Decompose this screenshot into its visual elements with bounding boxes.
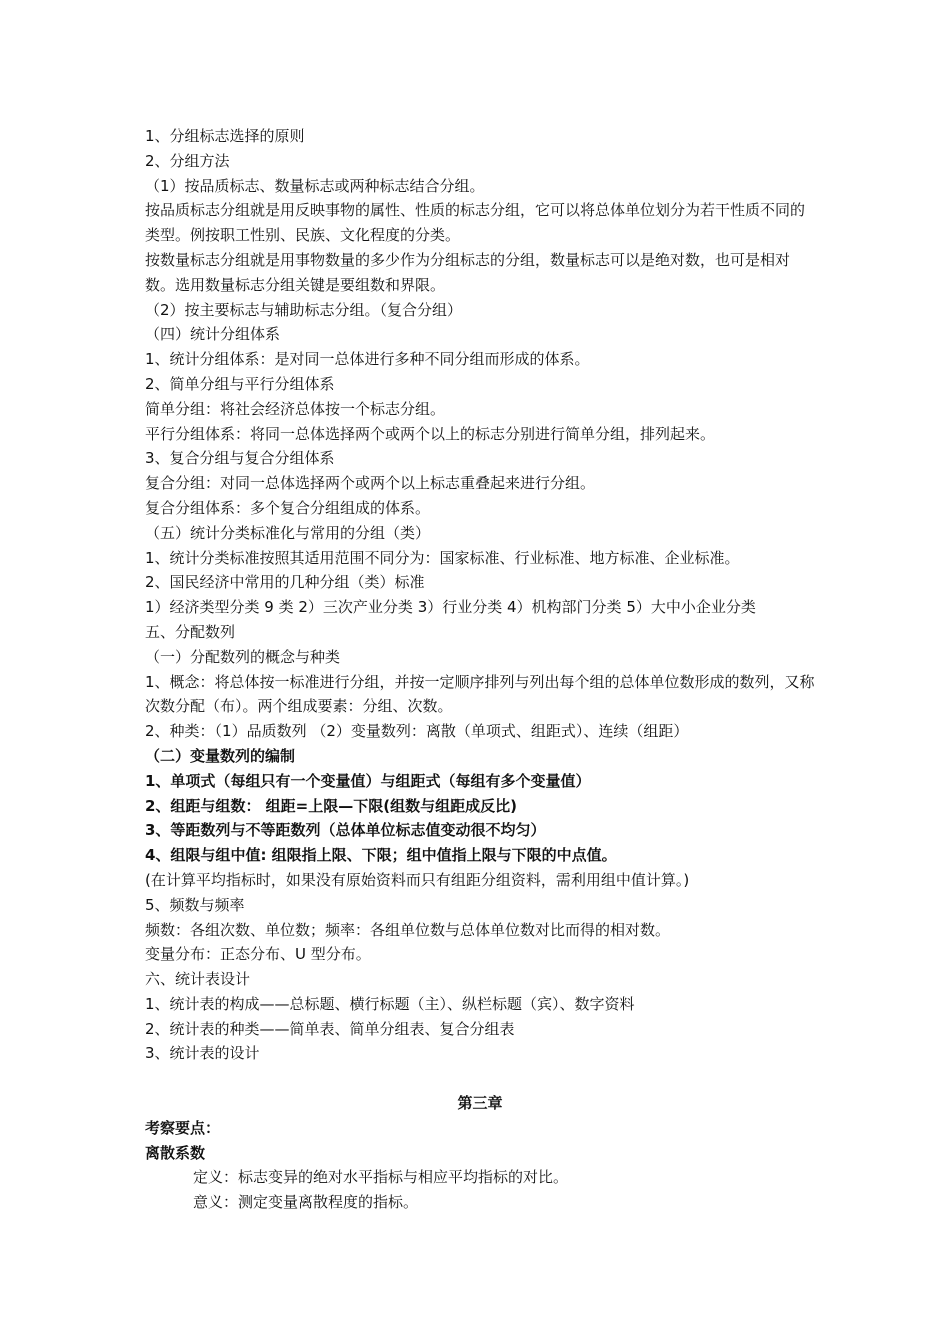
text-line: 2、种类：（1）品质数列 （2）变量数列：离散（单项式、组距式）、连续（组距）	[145, 722, 689, 741]
text-line: 1、统计表的构成——总标题、横行标题（主）、纵栏标题（宾）、数字资料	[145, 994, 635, 1013]
text-line: （2）按主要标志与辅助标志分组。（复合分组）	[145, 300, 463, 319]
text-line: (在计算平均指标时，如果没有原始资料而只有组距分组资料，需利用组中值计算。)	[145, 870, 690, 889]
text-line: 2、统计表的种类——简单表、简单分组表、复合分组表	[145, 1019, 515, 1038]
text-line: 频数：各组次数、单位数；频率：各组单位数与总体单位数对比而得的相对数。	[145, 920, 671, 939]
paragraph: 1、概念：将总体按一标准进行分组，并按一定顺序排列与列出每个组的总体单位数形成的数列，又称次数分配（布）。两个组成要素：分组、次数。	[145, 672, 815, 716]
text-line: 2、简单分组与平行分组体系	[145, 374, 335, 393]
text-line: 1）经济类型分类 9 类 2）三次产业分类 3）行业分类 4）机构部门分类 5）大中小企业分类	[145, 598, 756, 617]
text-line: 3、统计表的设计	[145, 1044, 260, 1063]
text-line: 1、统计分组体系：是对同一总体进行多种不同分组而形成的体系。	[145, 350, 590, 369]
text-line: 平行分组体系：将同一总体选择两个或两个以上的标志分别进行简单分组，排列起来。	[145, 424, 716, 443]
blank-line	[145, 1066, 815, 1091]
text-line: 1、分组标志选择的原则	[145, 127, 305, 145]
section-heading: （四）统计分组体系	[145, 325, 281, 344]
meaning-line: 意义：测定变量离散程度的指标。	[193, 1193, 419, 1212]
section-heading: （五）统计分类标准化与常用的分组（类）	[145, 523, 431, 542]
bold-line: 1、单项式（每组只有一个变量值）与组距式（每组有多个变量值）	[145, 771, 591, 790]
text-line: 3、复合分组与复合分组体系	[145, 449, 335, 468]
term-heading: 离散系数	[145, 1143, 206, 1162]
bold-line: 2、组距与组数： 组距=上限—下限(组数与组距成反比)	[145, 796, 517, 815]
text-line: 复合分组体系：多个复合分组组成的体系。	[145, 498, 431, 517]
document-page	[145, 124, 815, 1215]
paragraph: 按品质标志分组就是用反映事物的属性、性质的标志分组，它可以将总体单位划分为若干性质不同的类型。例按职工性别、民族、文化程度的分类。	[145, 201, 806, 245]
definition-line: 定义：标志变异的绝对水平指标与相应平均指标的对比。	[193, 1168, 569, 1187]
exam-points-label: 考察要点：	[145, 1118, 221, 1137]
bold-heading: （二）变量数列的编制	[145, 746, 296, 765]
text-line: 2、国民经济中常用的几种分组（类）标准	[145, 573, 425, 592]
text-line: 简单分组：将社会经济总体按一个标志分组。	[145, 399, 446, 418]
section-heading: 五、分配数列	[145, 622, 236, 641]
bold-line: 4、组限与组中值: 组限指上限、下限；组中值指上限与下限的中点值。	[145, 846, 617, 865]
text-line: 复合分组：对同一总体选择两个或两个以上标志重叠起来进行分组。	[145, 474, 596, 493]
section-heading: 六、统计表设计	[145, 970, 251, 989]
text-line: 变量分布：正态分布、U 型分布。	[145, 945, 371, 964]
bold-line: 3、等距数列与不等距数列（总体单位标志值变动很不均匀）	[145, 821, 546, 840]
text-line: 1、统计分类标准按照其适用范围不同分为：国家标准、行业标准、地方标准、企业标准。	[145, 548, 740, 567]
section-heading: （一）分配数列的概念与种类	[145, 647, 341, 666]
text-line: 2、分组方法	[145, 151, 230, 170]
paragraph: 按数量标志分组就是用事物数量的多少作为分组标志的分组，数量标志可以是绝对数，也可是相对数。选用数量标志分组关键是要组数和界限。	[145, 250, 791, 294]
chapter-title: 第三章	[457, 1094, 503, 1113]
text-line: 5、频数与频率	[145, 895, 245, 914]
text-line: （1）按品质标志、数量标志或两种标志结合分组。	[145, 176, 485, 195]
